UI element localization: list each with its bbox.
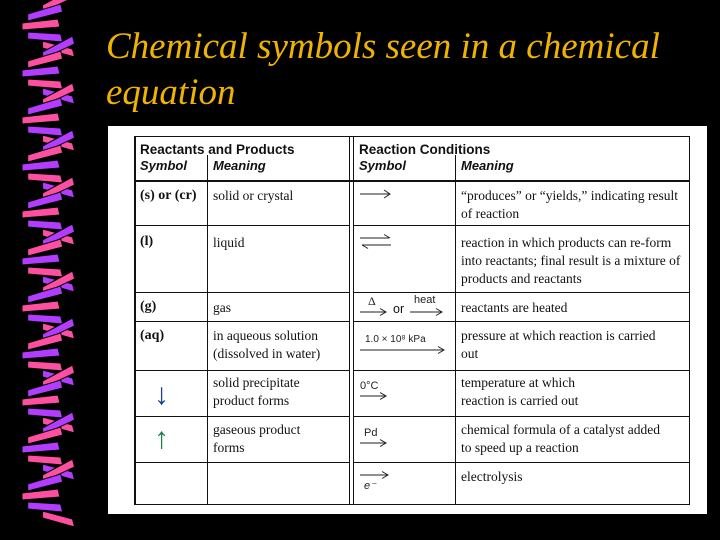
spiral-wedge [28,455,63,465]
meaning-precipitate: solid precipitate product forms [213,375,300,408]
left-row-rule [134,225,350,226]
heat-label: heat [414,294,436,306]
right-row-rule [353,292,690,293]
reversible-arrows-icon [360,234,392,250]
spiral-wedge [28,126,63,136]
meaning-liquid: liquid [213,235,245,250]
spiral-binding-decoration [0,0,100,540]
electrolysis-label: e⁻ [364,480,376,492]
precipitate-arrow-icon: ↓ [154,378,169,411]
right-symbol-column-rule [455,155,456,505]
spiral-wedge [28,361,63,371]
right-meaning-header: Meaning [461,158,514,173]
header-rule [134,180,690,182]
left-symbol-column-rule [207,155,208,505]
table-bottom-border [134,504,690,505]
left-row-rule [134,321,350,322]
symbol-solid: (s) or (cr) [140,188,197,203]
yields-arrow-icon [360,188,392,200]
spiral-wedge [28,408,63,418]
meaning-yields: “produces” or “yields,” indicating result of reaction [461,188,679,221]
spiral-wedge [28,173,63,183]
left-section-title: Reactants and Products [140,142,295,157]
left-row-rule [134,416,350,417]
spiral-wedge [28,502,63,512]
temperature-label: 0°C [360,380,379,392]
pressure-label: 1.0 × 10⁸ kPa [365,334,426,345]
or-label: or [393,302,405,316]
meaning-gas-evolved: gaseous product forms [213,422,301,455]
right-row-rule [353,370,690,371]
table-top-border [134,136,690,137]
left-row-rule [134,370,350,371]
spiral-wedge [28,267,63,277]
right-row-rule [353,225,690,226]
left-symbol-header: Symbol [140,158,187,173]
symbol-gas: (g) [140,299,157,314]
meaning-catalyst: chemical formula of a catalyst added to speed up a reaction [461,422,661,455]
delta-label: Δ [368,294,376,308]
catalyst-label: Pd [364,427,378,439]
meaning-heated: reactants are heated [461,300,568,315]
meaning-reversible: reaction in which products can re-form into reactants; final result is a mixture of products and reactants [461,235,681,286]
meaning-aqueous: in aqueous solution (dissolved in water) [213,328,321,361]
right-row-rule [353,462,690,463]
heat-arrow-icon-a [360,307,388,317]
symbol-aqueous: (aq) [140,328,165,343]
spiral-wedge [28,314,63,324]
right-section-title: Reaction Conditions [359,142,491,157]
left-meaning-header: Meaning [213,158,266,173]
right-row-rule [353,416,690,417]
gas-evolved-arrow-icon: ↑ [154,422,169,455]
pressure-arrow-icon [360,345,446,355]
spiral-wedge [43,511,75,527]
slide-title: Chemical symbols seen in a chemical equation [106,26,660,113]
meaning-gas: gas [213,300,231,315]
heat-arrow-icon-b [410,307,444,317]
left-row-rule [134,292,350,293]
catalyst-arrow-icon [360,438,388,448]
meaning-temperature: temperature at which reaction is carried out [461,375,579,408]
left-row-rule [134,462,350,463]
chemical-symbols-table [108,126,707,514]
meaning-solid: solid or crystal [213,188,294,203]
temperature-arrow-icon [360,391,388,401]
meaning-electrolysis: electrolysis [461,469,523,484]
meaning-pressure: pressure at which reaction is carried out [461,328,656,361]
right-row-rule [353,321,690,322]
spiral-wedge [28,79,63,89]
spiral-wedge [28,32,63,42]
symbol-liquid: (l) [140,234,154,249]
right-symbol-header: Symbol [359,158,406,173]
spiral-wedge [28,220,63,230]
